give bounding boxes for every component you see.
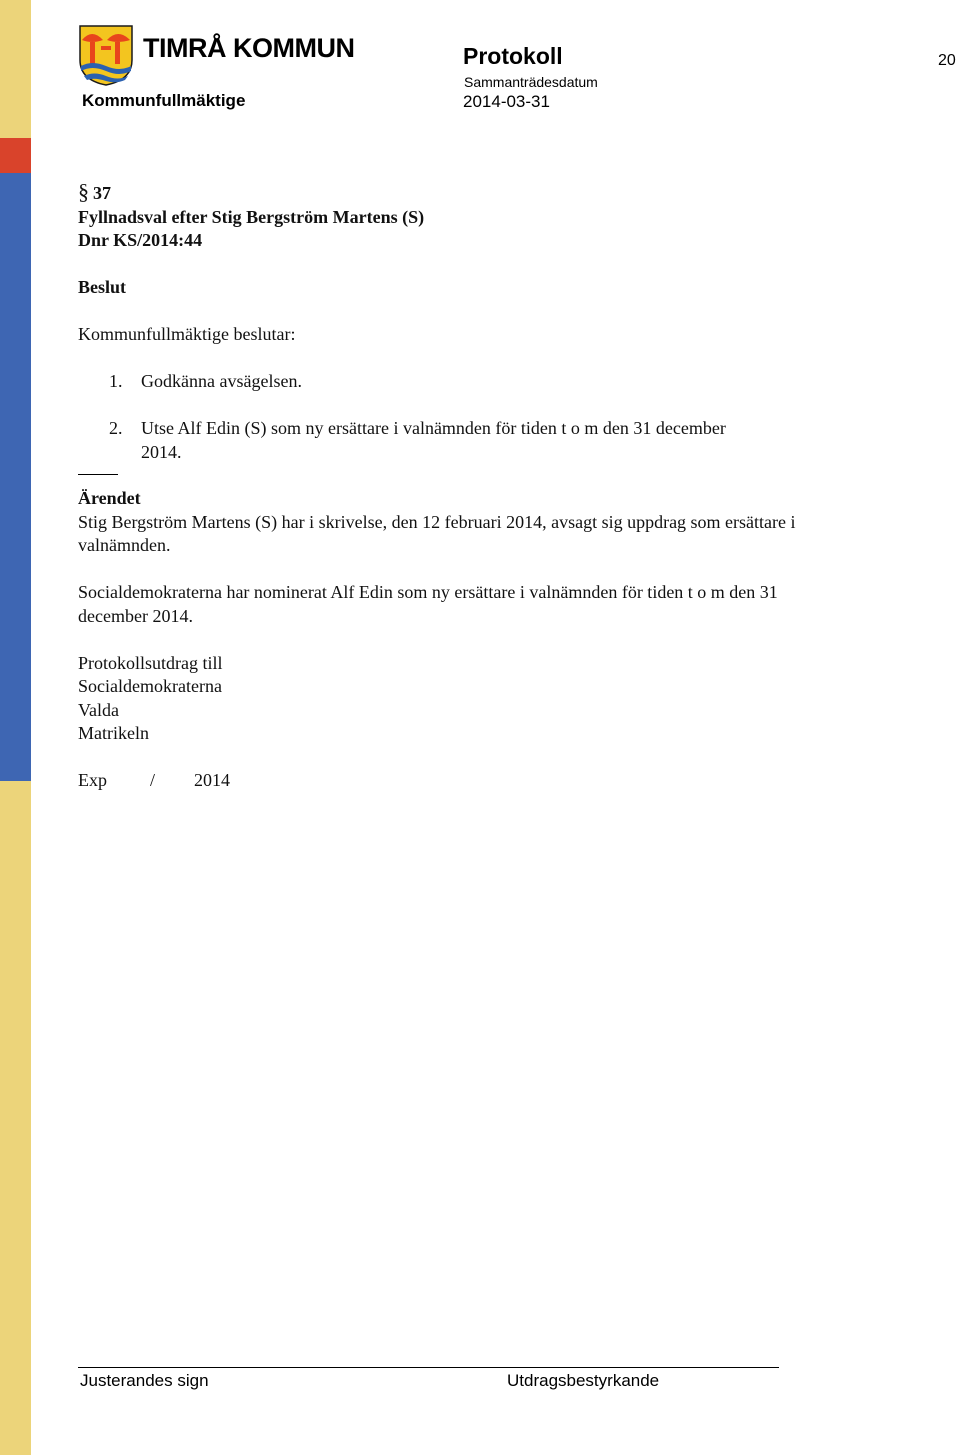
section-number [78, 180, 838, 206]
section-number-value: 37 [93, 183, 111, 203]
edge-band-yellow-top [0, 0, 31, 138]
meeting-date: 2014-03-31 [463, 92, 550, 111]
meeting-date-label: Sammanträdesdatum [464, 74, 598, 90]
edge-band-yellow-bottom [0, 781, 31, 1455]
decision-item-text: Godkänna avsägelsen. [141, 371, 302, 391]
beslut-heading: Beslut [78, 277, 127, 297]
decision-item-number: 1. [109, 371, 123, 391]
paragraph-sign: § [78, 179, 89, 204]
utdragsbestyrkande-label: Utdragsbestyrkande [507, 1371, 660, 1390]
decision-end-rule [78, 474, 118, 475]
minutes-section [78, 180, 838, 793]
recipient: Matrikeln [78, 723, 149, 743]
exp-label: Exp [78, 770, 107, 790]
decision-item-number: 2. [109, 418, 123, 438]
arendet-heading: Ärendet [78, 488, 141, 508]
edge-band-red [0, 138, 31, 173]
arendet-paragraph: Stig Bergström Martens (S) har i skrivelse, den 12 februari 2014, avsagt sig uppdrag som ersättare i valnämnden. [78, 511, 796, 555]
edge-band-blue [0, 173, 31, 781]
decision-item [78, 370, 741, 394]
arendet-paragraph: Socialdemokraterna har nominerat Alf Edin som ny ersättare i valnämnden för tiden t o m den 31 december 2014. [78, 582, 778, 626]
exp-year: 2014 [194, 770, 230, 790]
decision-item-text: Utse Alf Edin (S) som ny ersättare i valnämnden för tiden t o m den 31 december 2014. [141, 418, 726, 462]
municipality-name: TIMRÅ KOMMUN [143, 33, 355, 63]
section-title: Fyllnadsval efter Stig Bergström Martens (S) [78, 206, 425, 227]
case-number: Dnr KS/2014:44 [78, 230, 203, 250]
protokollsutdrag-heading: Protokollsutdrag till [78, 652, 223, 673]
municipality-crest-icon [78, 24, 134, 86]
page-number: 20 [938, 52, 956, 69]
exp-slash: / [150, 770, 156, 790]
justerandes-sign-label: Justerandes sign [80, 1371, 209, 1390]
committee-name: Kommunfullmäktige [82, 91, 246, 110]
beslut-intro: Kommunfullmäktige beslutar: [78, 324, 296, 344]
signature-line-left [78, 1367, 428, 1368]
decision-list [78, 370, 838, 464]
signature-line-right [428, 1367, 779, 1368]
decision-item [78, 417, 741, 464]
recipient: Valda [78, 699, 119, 720]
recipient: Socialdemokraterna [78, 676, 222, 696]
document-type: Protokoll [463, 43, 563, 69]
expedition-line [78, 769, 838, 793]
